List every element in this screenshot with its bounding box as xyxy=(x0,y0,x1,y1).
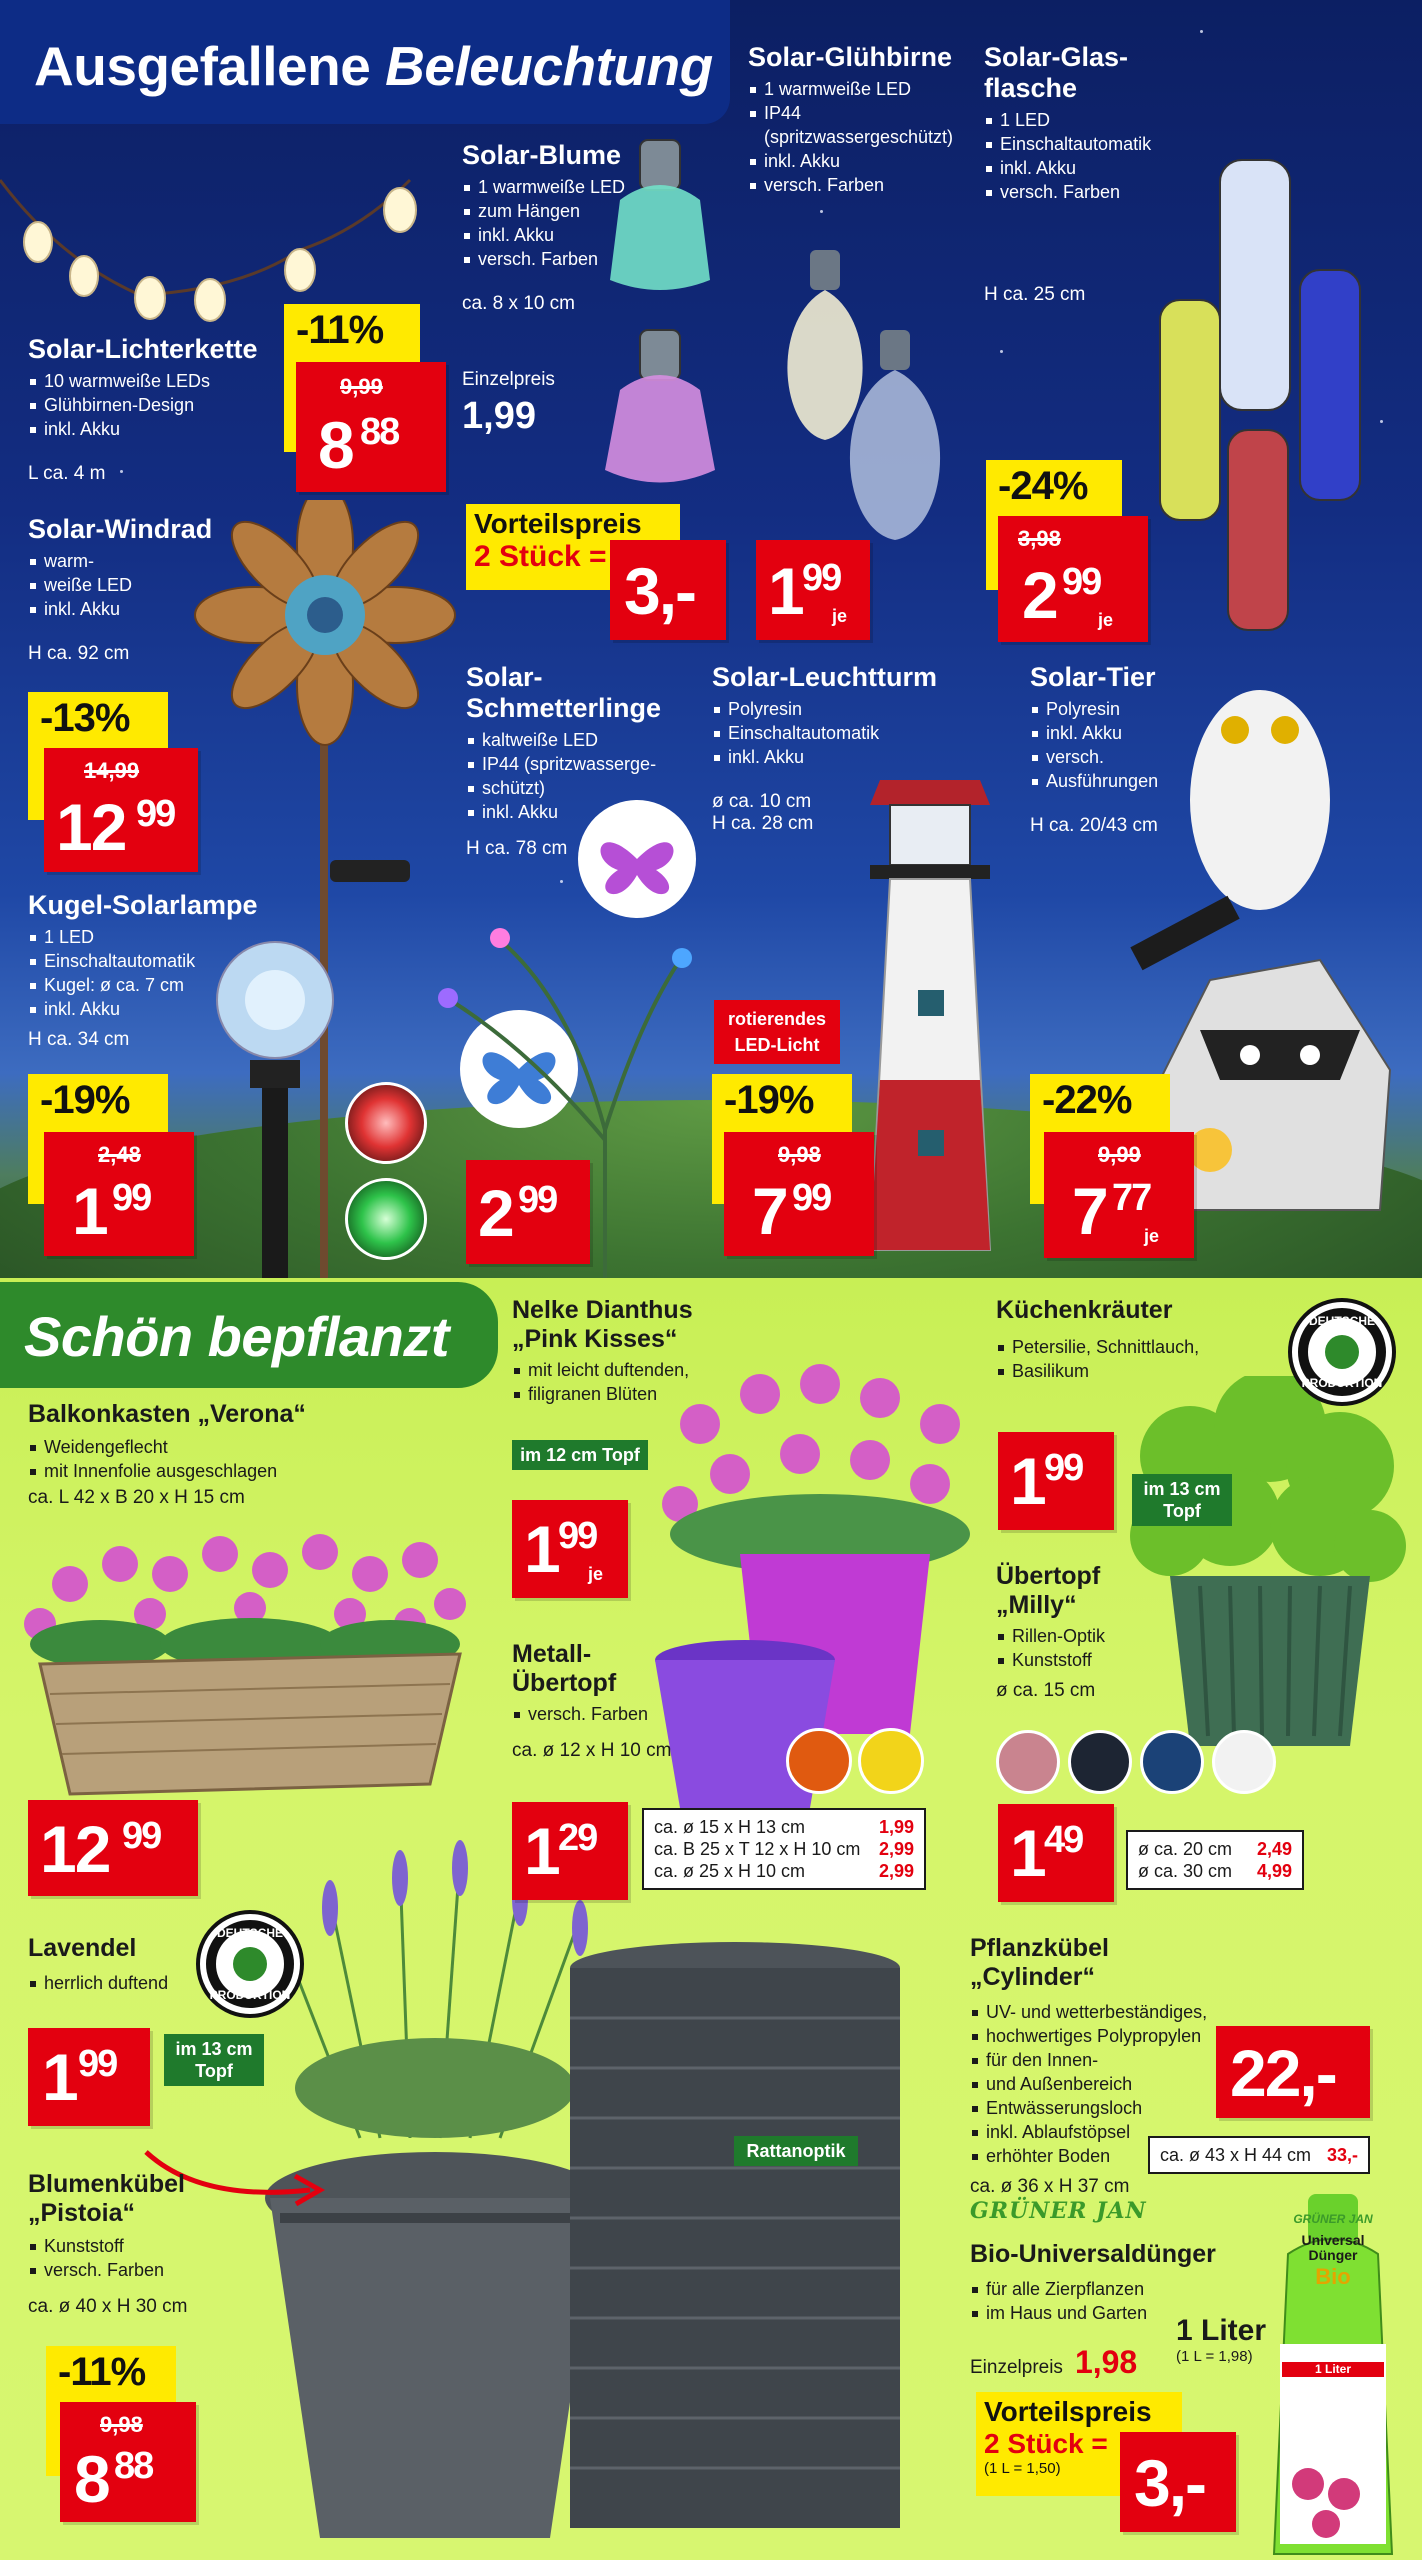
bullet: inkl. Akku xyxy=(712,745,972,769)
price-int: 2 xyxy=(478,1176,513,1250)
red-variant-swatch xyxy=(345,1082,427,1164)
size-price: 2,49 xyxy=(1256,1839,1292,1859)
price-int: 1 xyxy=(524,1814,559,1888)
product-milly xyxy=(996,1562,1196,1702)
seal-text: DEUTSCHE xyxy=(1308,1314,1375,1328)
bullet: inkl. Akku xyxy=(748,149,978,173)
price-unit: je xyxy=(1098,610,1114,630)
bullet: versch. Farben xyxy=(984,180,1174,204)
bottle-volume: 1 Liter xyxy=(1282,2362,1384,2377)
price-int: 1 xyxy=(42,2040,77,2114)
leaf-icon xyxy=(233,1947,267,1981)
price-dec: 99 xyxy=(78,2043,117,2085)
pot-size-badge xyxy=(512,1440,648,1470)
color-swatch xyxy=(1068,1730,1132,1794)
single-price: 1,98 xyxy=(1074,2344,1138,2380)
product-nelke xyxy=(512,1296,742,1406)
size-price: 1,99 xyxy=(878,1817,914,1837)
bullet-list xyxy=(996,1624,1196,1672)
bullet: UV- und wetterbeständiges, xyxy=(970,2000,1230,2024)
pot-size-text: im 13 cm xyxy=(175,2039,253,2059)
deutsche-produktion-seal xyxy=(196,1910,304,2018)
bundle-price: 3,- xyxy=(624,554,696,628)
product-title-l2: „Pink Kisses“ xyxy=(512,1325,678,1353)
bundle-qty: 2 Stück = xyxy=(474,540,607,573)
price-box xyxy=(466,1160,590,1264)
product-pistoia xyxy=(28,2170,248,2318)
seal-text: PRODUKTION xyxy=(1301,1376,1383,1390)
header-title-a: Ausgefallene xyxy=(34,35,371,97)
bullet: inkl. Akku xyxy=(466,800,696,824)
bullet: mit leicht duftenden, xyxy=(512,1358,742,1382)
section-title: Schön bepflanzt xyxy=(24,1305,449,1368)
product-title-l2: „Pistoia“ xyxy=(28,2199,135,2227)
product-title-l1: Solar- xyxy=(466,662,543,692)
single-price-label: Einzelpreis xyxy=(970,2357,1063,2378)
solar-bottle-image xyxy=(1140,100,1380,640)
size-row xyxy=(654,1838,914,1860)
bullet: Glühbirnen-Design xyxy=(28,393,298,417)
price-unit: je xyxy=(832,606,848,626)
bullet: 10 warmweiße LEDs xyxy=(28,369,298,393)
bullet: Polyresin xyxy=(712,697,972,721)
dimension: ca. 8 x 10 cm xyxy=(462,293,575,314)
bullet: für den Innen- xyxy=(970,2048,1230,2072)
pot-size-text: im 13 cm xyxy=(1143,1479,1221,1499)
price-box xyxy=(998,1432,1114,1530)
bullet: erhöhter Boden xyxy=(970,2144,1230,2168)
price-box xyxy=(756,540,870,640)
price: 22,- xyxy=(1230,2036,1336,2110)
product-title: Solar-Blume xyxy=(462,140,622,170)
color-swatch xyxy=(1140,1730,1204,1794)
size-row xyxy=(1138,1838,1292,1860)
bundle-price: 3,- xyxy=(1134,2446,1206,2520)
bullet-cont: schützt) xyxy=(466,776,696,800)
bullet: inkl. Akku xyxy=(1030,721,1230,745)
price-dec: 99 xyxy=(1044,1447,1083,1489)
size-row xyxy=(654,1816,914,1838)
product-lichterkette xyxy=(28,334,298,485)
price-box xyxy=(44,748,198,872)
feature-badge xyxy=(714,1000,840,1064)
dimension: H ca. 78 cm xyxy=(466,838,568,859)
price-box xyxy=(44,1132,194,1256)
price-box xyxy=(1216,2026,1370,2118)
price-int: 8 xyxy=(74,2442,109,2516)
bullet: versch. Farben xyxy=(512,1702,672,1726)
product-metall xyxy=(512,1640,672,1762)
bullet: IP44 (spritzwasserge- xyxy=(466,752,696,776)
pot-size-text: Topf xyxy=(195,2061,233,2081)
single-price-label: Einzelpreis xyxy=(462,369,555,390)
brand-logo: GRÜNER JAN xyxy=(970,2198,1147,2224)
bullet-cont: weiße LED xyxy=(28,573,228,597)
size-row xyxy=(654,1860,914,1882)
product-title-l2: Übertopf xyxy=(512,1669,617,1697)
price-int: 7 xyxy=(1072,1174,1107,1248)
size-price-table xyxy=(642,1808,926,1890)
bullet-list xyxy=(748,77,978,197)
product-blume xyxy=(462,140,662,438)
product-schmetterlinge xyxy=(466,662,696,860)
material-badge xyxy=(734,2136,858,2166)
bullet-list xyxy=(712,697,972,769)
bullet: inkl. Akku xyxy=(28,997,268,1021)
bullet: versch. Farben xyxy=(748,173,978,197)
product-windrad xyxy=(28,514,228,665)
price-int: 1 xyxy=(1010,1444,1045,1518)
product-title: Solar-Glühbirne xyxy=(748,42,953,72)
price-box xyxy=(512,1500,628,1598)
volume-unit-price: (1 L = 1,98) xyxy=(1176,2348,1253,2365)
product-title-l1: Nelke Dianthus xyxy=(512,1296,693,1324)
size-price-table xyxy=(1126,1830,1304,1890)
flower-box-image xyxy=(10,1504,490,1804)
bundle-price-box xyxy=(1120,2432,1236,2532)
old-price: 2,48 xyxy=(98,1142,141,1167)
discount-text: -24% xyxy=(998,464,1088,508)
bullet: Einschaltautomatik xyxy=(712,721,972,745)
product-title: Pflanzkübel „Cylinder“ xyxy=(970,1934,1109,1991)
bundle-unit-price: (1 L = 1,50) xyxy=(984,2460,1061,2477)
product-title: Kugel-Solarlampe xyxy=(28,890,258,920)
price-int: 1 xyxy=(72,1174,107,1248)
bullet-list xyxy=(984,108,1174,204)
dimension: H ca. 25 cm xyxy=(984,284,1086,305)
product-kugel xyxy=(28,890,268,1051)
bullet: inkl. Akku xyxy=(462,223,662,247)
size-label: ca. ø 15 x H 13 cm xyxy=(654,1817,806,1837)
old-price: 9,99 xyxy=(340,374,383,399)
bullet: Einschaltautomatik xyxy=(28,949,268,973)
dimension: ca. L 42 x B 20 x H 15 cm xyxy=(28,1487,245,1508)
bullet-cont: im Haus und Garten xyxy=(970,2301,1270,2325)
product-title: Balkonkasten „Verona“ xyxy=(28,1400,306,1428)
seal-text: PRODUKTION xyxy=(209,1988,291,2002)
badge-line: LED-Licht xyxy=(734,1035,820,1055)
single-price: 1,99 xyxy=(462,395,536,437)
bullet-list xyxy=(1030,697,1230,793)
bullet: versch. Farben xyxy=(28,2258,248,2282)
product-title-l1: Metall- xyxy=(512,1640,592,1668)
product-title-l1: Übertopf xyxy=(996,1562,1101,1590)
section-title-banner xyxy=(0,1282,498,1388)
bullet: herrlich duftend xyxy=(28,1971,248,1995)
bullet-list xyxy=(996,1335,1256,1383)
price-dec: 88 xyxy=(114,2445,153,2487)
color-swatch xyxy=(786,1728,852,1794)
dimension: L ca. 4 m xyxy=(28,463,106,484)
bundle-label: Vorteilspreis xyxy=(474,508,642,539)
bullet: kaltweiße LED xyxy=(466,728,696,752)
color-swatch xyxy=(858,1728,924,1794)
product-title: Küchenkräuter xyxy=(996,1296,1173,1324)
bullet-list xyxy=(512,1702,672,1726)
dimension: ca. ø 40 x H 30 cm xyxy=(28,2296,188,2317)
seal-text: DEUTSCHE xyxy=(216,1926,283,1940)
bullet: IP44 (spritzwassergeschützt) xyxy=(748,101,978,149)
bundle-label: Vorteilspreis xyxy=(984,2396,1152,2427)
badge-line: rotierendes xyxy=(727,1009,827,1029)
size-label: ø ca. 30 cm xyxy=(1138,1861,1233,1881)
price-int: 1 xyxy=(768,554,803,628)
price-box xyxy=(296,362,446,492)
bundle-price-box xyxy=(610,540,726,640)
discount-text: -11% xyxy=(296,308,384,352)
size-label: ø ca. 20 cm xyxy=(1138,1839,1233,1859)
price-int: 8 xyxy=(318,408,353,482)
rattan-planter-image xyxy=(560,1938,910,2538)
dimension-1: ø ca. 10 cm xyxy=(712,791,812,812)
dimension: ø ca. 15 cm xyxy=(996,1680,1096,1701)
price-box xyxy=(60,2402,196,2522)
material-badge-text: Rattanoptik xyxy=(746,2141,846,2161)
product-balkonkasten xyxy=(28,1400,368,1509)
price-dec: 99 xyxy=(112,1177,151,1219)
product-title: Solar-Lichterkette xyxy=(28,334,258,364)
bullet: inkl. Akku xyxy=(28,597,228,621)
header-title-b: Beleuchtung xyxy=(385,35,713,97)
bullet: versch. xyxy=(1030,745,1230,769)
bullet-list xyxy=(462,175,662,271)
bullet: warm- xyxy=(28,549,228,573)
price-dec: 99 xyxy=(518,1179,557,1221)
price-dec: 99 xyxy=(136,793,175,835)
price-int: 7 xyxy=(752,1174,787,1248)
bullet-list xyxy=(512,1358,742,1406)
bottle-brand: GRÜNER JAN xyxy=(1293,2212,1373,2226)
bullet: Kunststoff xyxy=(996,1648,1196,1672)
pot-size-text: im 12 cm Topf xyxy=(520,1445,640,1465)
bullet: Einschaltautomatik xyxy=(984,132,1174,156)
bullet: inkl. Akku xyxy=(984,156,1174,180)
bullet: 1 warmweiße LED xyxy=(462,175,662,199)
price-unit: je xyxy=(588,1564,604,1584)
product-title-l1: Blumenkübel xyxy=(28,2170,185,2198)
bullet: Polyresin xyxy=(1030,697,1230,721)
bullet-cont: hochwertiges Polypropylen xyxy=(970,2024,1230,2048)
discount-text: -19% xyxy=(40,1078,130,1122)
size-label: ca. ø 25 x H 10 cm xyxy=(654,1861,806,1881)
bullet-list xyxy=(28,1435,368,1483)
page-header-banner xyxy=(0,0,730,124)
product-kraeuter xyxy=(996,1296,1256,1383)
size-price: 2,99 xyxy=(878,1861,914,1881)
bullet-list xyxy=(28,925,268,1021)
bullet: 1 LED xyxy=(28,925,268,949)
price-int: 12 xyxy=(56,790,126,864)
price-int: 1 xyxy=(524,1512,559,1586)
old-price: 9,99 xyxy=(1098,1142,1141,1167)
price-dec: 99 xyxy=(792,1177,831,1219)
product-title-l2: Schmetterlinge xyxy=(466,693,662,723)
price-dec: 99 xyxy=(122,1815,161,1857)
price-dec: 99 xyxy=(558,1515,597,1557)
product-glasflasche xyxy=(984,42,1174,306)
product-gluehbirne xyxy=(748,42,978,197)
price-dec: 99 xyxy=(1062,561,1101,603)
product-title: Bio-Universaldünger xyxy=(970,2240,1216,2268)
bullet-list xyxy=(28,549,228,621)
dimension: H ca. 20/43 cm xyxy=(1030,815,1158,836)
price-box xyxy=(998,1804,1114,1902)
bottle-line: Universal xyxy=(1301,2232,1365,2248)
bullet: Rillen-Optik xyxy=(996,1624,1196,1648)
dimension-2: H ca. 28 cm xyxy=(712,813,814,834)
bullet: mit Innenfolie ausgeschlagen xyxy=(28,1459,368,1483)
price-box xyxy=(1044,1132,1194,1258)
old-price: 14,99 xyxy=(84,758,140,783)
bullet: Petersilie, Schnittlauch, xyxy=(996,1335,1256,1359)
green-variant-swatch xyxy=(345,1178,427,1260)
pot-size-text: Topf xyxy=(1163,1501,1201,1521)
product-title-l2: flasche xyxy=(984,73,1078,103)
bullet: Kunststoff xyxy=(28,2234,248,2258)
pot-size-badge xyxy=(1132,1474,1232,1526)
bullet-cont: Basilikum xyxy=(996,1359,1256,1383)
product-duenger xyxy=(970,2240,1270,2325)
price-box xyxy=(28,2028,150,2126)
bullet: zum Hängen xyxy=(462,199,662,223)
size-price-table xyxy=(1148,2136,1370,2174)
bullet: für alle Zierpflanzen xyxy=(970,2277,1270,2301)
color-swatch xyxy=(996,1730,1060,1794)
bullet-list xyxy=(28,2234,248,2282)
old-price: 9,98 xyxy=(778,1142,821,1167)
price-dec: 88 xyxy=(360,411,399,453)
product-title: Solar-Windrad xyxy=(28,514,213,544)
price-unit: je xyxy=(1144,1226,1160,1246)
bullet: inkl. Akku xyxy=(28,417,298,441)
size-label: ca. ø 43 x H 44 cm xyxy=(1160,2145,1312,2165)
bullet-cont: filigranen Blüten xyxy=(512,1382,742,1406)
discount-text: -13% xyxy=(40,696,130,740)
price-dec: 49 xyxy=(1044,1819,1083,1861)
old-price: 9,98 xyxy=(100,2412,143,2437)
price-box xyxy=(998,516,1148,642)
price-box xyxy=(724,1132,874,1256)
bullet: Kugel: ø ca. 7 cm xyxy=(28,973,268,997)
bullet: 1 LED xyxy=(984,108,1174,132)
dimension: ca. ø 12 x H 10 cm xyxy=(512,1740,672,1761)
color-swatch xyxy=(1212,1730,1276,1794)
bullet: Entwässerungsloch xyxy=(970,2096,1230,2120)
price-box xyxy=(512,1802,628,1900)
size-row xyxy=(1138,1860,1292,1882)
bullet: Weidengeflecht xyxy=(28,1435,368,1459)
bullet-cont: inkl. Ablaufstöpsel xyxy=(970,2120,1230,2144)
price-dec: 29 xyxy=(558,1817,597,1859)
solar-bulb-image xyxy=(770,230,950,560)
volume: 1 Liter xyxy=(1176,2314,1267,2347)
old-price: 3,98 xyxy=(1018,526,1061,551)
bullet: 1 warmweiße LED xyxy=(748,77,978,101)
price-box xyxy=(28,1800,198,1896)
size-row xyxy=(1160,2144,1358,2166)
bundle-qty: 2 Stück = xyxy=(984,2428,1108,2459)
discount-text: -19% xyxy=(724,1078,814,1122)
dimension: H ca. 34 cm xyxy=(28,1029,130,1050)
bullet-cont: und Außenbereich xyxy=(970,2072,1230,2096)
dimension: H ca. 92 cm xyxy=(28,643,130,664)
bottle-bio: Bio xyxy=(1315,2264,1351,2289)
volume-info xyxy=(1176,2314,1266,2365)
product-title: Lavendel xyxy=(28,1934,137,1962)
leaf-icon xyxy=(1325,1335,1359,1369)
product-title-l1: Solar-Glas- xyxy=(984,42,1129,72)
price-int: 12 xyxy=(40,1812,110,1886)
price-int: 2 xyxy=(1022,558,1057,632)
discount-text: -11% xyxy=(58,2350,146,2394)
size-price: 4,99 xyxy=(1256,1861,1292,1881)
price-dec: 99 xyxy=(802,557,841,599)
bullet-list xyxy=(28,369,298,441)
pot-size-badge xyxy=(164,2034,264,2086)
product-title: Solar-Leuchtturm xyxy=(712,662,938,692)
price-dec: 77 xyxy=(1112,1177,1151,1219)
bullet-cont: Ausführungen xyxy=(1030,769,1230,793)
single-price-row xyxy=(970,2344,1137,2381)
discount-text: -22% xyxy=(1042,1078,1132,1122)
bullet: versch. Farben xyxy=(462,247,662,271)
product-tier xyxy=(1030,662,1230,837)
bullet-list xyxy=(466,728,696,824)
product-title: Solar-Tier xyxy=(1030,662,1156,692)
dimension: ca. ø 36 x H 37 cm xyxy=(970,2176,1130,2197)
size-price: 33,- xyxy=(1326,2145,1358,2165)
size-price: 2,99 xyxy=(878,1839,914,1859)
bottle-line: Dünger xyxy=(1308,2247,1358,2263)
product-title-l2: „Milly“ xyxy=(996,1591,1077,1619)
price-int: 1 xyxy=(1010,1816,1045,1890)
size-label: ca. B 25 x T 12 x H 10 cm xyxy=(654,1839,861,1859)
product-leuchtturm xyxy=(712,662,972,835)
bottle-label xyxy=(1282,2212,1384,2377)
deutsche-produktion-seal xyxy=(1288,1298,1396,1406)
